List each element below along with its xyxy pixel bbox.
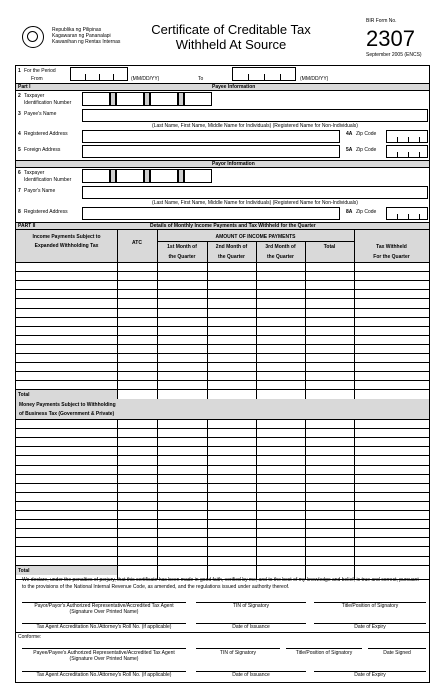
date-expiry-label: Date of Expiry xyxy=(354,624,386,630)
money-label-1: Money Payments Subject to Withholding xyxy=(19,402,116,408)
printed-name-label: (Signature Over Printed Name) xyxy=(69,609,139,615)
total-row-1-label: Total xyxy=(18,392,30,398)
title-signatory-label-2: Title/Position of Signatory xyxy=(295,650,353,656)
item-1-num: 1 xyxy=(18,68,21,74)
form-title xyxy=(140,22,322,52)
payee-name-hint: (Last Name, First Name, Middle Name for Individuals) (Registered Name for Non-Individuals) xyxy=(152,123,358,129)
item-8-num: 8 xyxy=(18,209,21,215)
payee-foreign-address-input[interactable] xyxy=(82,145,340,158)
agency-line-2: Kagawaran ng Pananalapi xyxy=(52,33,111,39)
col-atc-label: ATC xyxy=(132,240,142,246)
payee-tin-label-2: Identification Number xyxy=(24,100,72,106)
title-line-1: Certificate of Creditable Tax xyxy=(151,22,311,37)
payor-tin-part-2[interactable] xyxy=(116,169,144,183)
total-row-2-bg xyxy=(16,566,117,575)
col-total-label: Total xyxy=(323,244,336,250)
payee-reg-label: Registered Address xyxy=(24,131,68,137)
part-1-title: Payee Information xyxy=(212,84,256,90)
payee-fzip-label: Zip Code xyxy=(356,147,377,153)
col-income-label-2: Expanded Withholding Tax xyxy=(34,243,99,249)
table-row xyxy=(16,335,429,336)
part-2-band xyxy=(16,222,429,230)
table-row xyxy=(16,537,429,538)
payee-name-label: Payee's Name xyxy=(24,111,57,117)
payee-tin-part-4[interactable] xyxy=(184,92,212,106)
part-2-label: PART II xyxy=(18,223,36,229)
payor-tin-label-2: Identification Number xyxy=(24,177,72,183)
payee-rep-label: Payee/Payee's Authorized Representative/Accredited Tax Agent xyxy=(33,650,175,656)
table-row xyxy=(16,289,429,290)
declaration-text: We declare, under the penalties of perjury, that this certificate has been made in good faith, verified by me, and to the best of my knowledge and belief, is true and correct, pursuant to the provisions of the National Internal Revenue Code, as amended, and the regulations issued under authority thereof. xyxy=(22,577,419,590)
table-row xyxy=(16,428,429,429)
part-1-label: Part I xyxy=(18,84,31,90)
payee-name-input[interactable] xyxy=(82,109,428,122)
item-5-num: 5 xyxy=(18,147,21,153)
col-income-label: Income Payments Subject to xyxy=(32,234,101,240)
table-row xyxy=(16,317,429,318)
col-amount-label: AMOUNT OF INCOME PAYMENTS xyxy=(215,234,296,240)
payee-tin-part-2[interactable] xyxy=(116,92,144,106)
period-to-format: (MM/DD/YY) xyxy=(300,76,329,82)
payor-zip-label: Zip Code xyxy=(356,209,377,215)
col-tax-label-2: For the Quarter xyxy=(373,254,410,260)
date-issuance-label: Date of Issuance xyxy=(232,624,270,630)
payor-reg-label: Registered Address xyxy=(24,209,68,215)
table-row xyxy=(16,510,429,511)
bir-seal-icon xyxy=(22,26,44,48)
col-m3-quarter: the Quarter xyxy=(267,254,294,260)
printed-name-label-2: (Signature Over Printed Name) xyxy=(69,656,139,662)
payor-reg-address-input[interactable] xyxy=(82,207,340,220)
table-row xyxy=(16,528,429,529)
item-5a-num: 5A xyxy=(346,147,353,153)
agency-line-3: Kawanihan ng Rentas Internas xyxy=(52,39,121,45)
payor-title: Payor Information xyxy=(212,161,255,167)
payor-name-hint: (Last Name, First Name, Middle Name for Individuals) (Registered Name for Non-Individuals) xyxy=(152,200,358,206)
date-expiry-label-2: Date of Expiry xyxy=(354,672,386,678)
col-m2-quarter: the Quarter xyxy=(218,254,245,260)
conforme-label: Conforme: xyxy=(18,634,42,640)
item-4a-num: 4A xyxy=(346,131,353,137)
table-row xyxy=(16,362,429,363)
table-row xyxy=(16,371,429,372)
total-row-2-label: Total xyxy=(18,568,30,574)
form-number: 2307 xyxy=(366,26,415,51)
payor-band xyxy=(16,160,429,168)
period-from-label: From xyxy=(31,76,43,82)
payor-zip-input[interactable] xyxy=(386,207,428,220)
payee-tin-label: Taxpayer xyxy=(24,93,45,99)
payor-tin-part-4[interactable] xyxy=(184,169,212,183)
title-signatory-label: Title/Position of Signatory xyxy=(341,603,399,609)
part-1-band xyxy=(16,83,429,91)
payee-zip-input[interactable] xyxy=(386,130,428,143)
payee-fzip-input[interactable] xyxy=(386,145,428,158)
table-row xyxy=(16,308,429,309)
table-row xyxy=(16,519,429,520)
table-row xyxy=(16,556,429,557)
table-row xyxy=(16,455,429,456)
item-2-num: 2 xyxy=(18,93,21,99)
table-row xyxy=(16,326,429,327)
money-label-2: of Business Tax (Government & Private) xyxy=(19,411,115,417)
payor-rep-label: Payor/Payor's Authorized Representative/Accredited Tax Agent xyxy=(34,603,174,609)
agency-block xyxy=(52,27,120,45)
table-row xyxy=(16,298,429,299)
payee-tin-part-3[interactable] xyxy=(150,92,178,106)
date-signed-label: Date Signed xyxy=(383,650,411,656)
item-6-num: 6 xyxy=(18,170,21,176)
date-issuance-label-2: Date of Issuance xyxy=(232,672,270,678)
period-label: For the Period xyxy=(24,68,56,74)
table-row xyxy=(16,437,429,438)
period-from-format: (MM/DD/YY) xyxy=(131,76,160,82)
payor-name-label: Payor's Name xyxy=(24,188,56,194)
tin-signatory-label-2: TIN of Signatory xyxy=(219,650,257,656)
table-row xyxy=(16,353,429,354)
table-row xyxy=(16,380,429,381)
table-row xyxy=(16,344,429,345)
payee-zip-label: Zip Code xyxy=(356,131,377,137)
payor-tin-part-3[interactable] xyxy=(150,169,178,183)
item-3-num: 3 xyxy=(18,111,21,117)
table-row xyxy=(16,271,429,272)
table-row xyxy=(16,546,429,547)
item-4-num: 4 xyxy=(18,131,21,137)
period-to-label: To xyxy=(198,76,204,82)
part-2-title: Details of Monthly Income Payments and Tax Withheld for the Quarter xyxy=(150,223,316,229)
tin-signatory-label: TIN of Signatory xyxy=(232,603,270,609)
payee-reg-address-input[interactable] xyxy=(82,130,340,143)
accreditation-label-2: Tax Agent Accreditation No./Attorney's Roll No. (if applicable) xyxy=(36,672,172,678)
col-tax-label: Tax Withheld xyxy=(376,244,407,250)
total-row-1-bg xyxy=(16,390,117,399)
accreditation-label: Tax Agent Accreditation No./Attorney's Roll No. (if applicable) xyxy=(36,624,172,630)
form-date: September 2005 (ENCS) xyxy=(366,52,422,58)
col-m1-quarter: the Quarter xyxy=(168,254,196,260)
item-7-num: 7 xyxy=(18,188,21,194)
table-row xyxy=(16,446,429,447)
form-label: BIR Form No. xyxy=(366,18,397,24)
payee-tin-part-1[interactable] xyxy=(82,92,110,106)
table-row xyxy=(16,492,429,493)
table-row xyxy=(16,501,429,502)
payor-name-input[interactable] xyxy=(82,186,428,199)
agency-line-1: Republika ng Pilipinas xyxy=(52,27,102,33)
payee-foreign-label: Foreign Address xyxy=(24,147,61,153)
payor-tin-part-1[interactable] xyxy=(82,169,110,183)
table-row xyxy=(16,465,429,466)
payor-tin-label: Taxpayer xyxy=(24,170,45,176)
col-m2-label: 2nd Month of xyxy=(215,244,248,250)
col-m1-label: 1st Month of xyxy=(167,244,197,250)
table-row xyxy=(16,280,429,281)
col-m3-label: 3rd Month of xyxy=(265,244,296,250)
title-line-2: Withheld At Source xyxy=(175,37,287,52)
table-row xyxy=(16,474,429,475)
table-row xyxy=(16,483,429,484)
item-8a-num: 8A xyxy=(346,209,353,215)
